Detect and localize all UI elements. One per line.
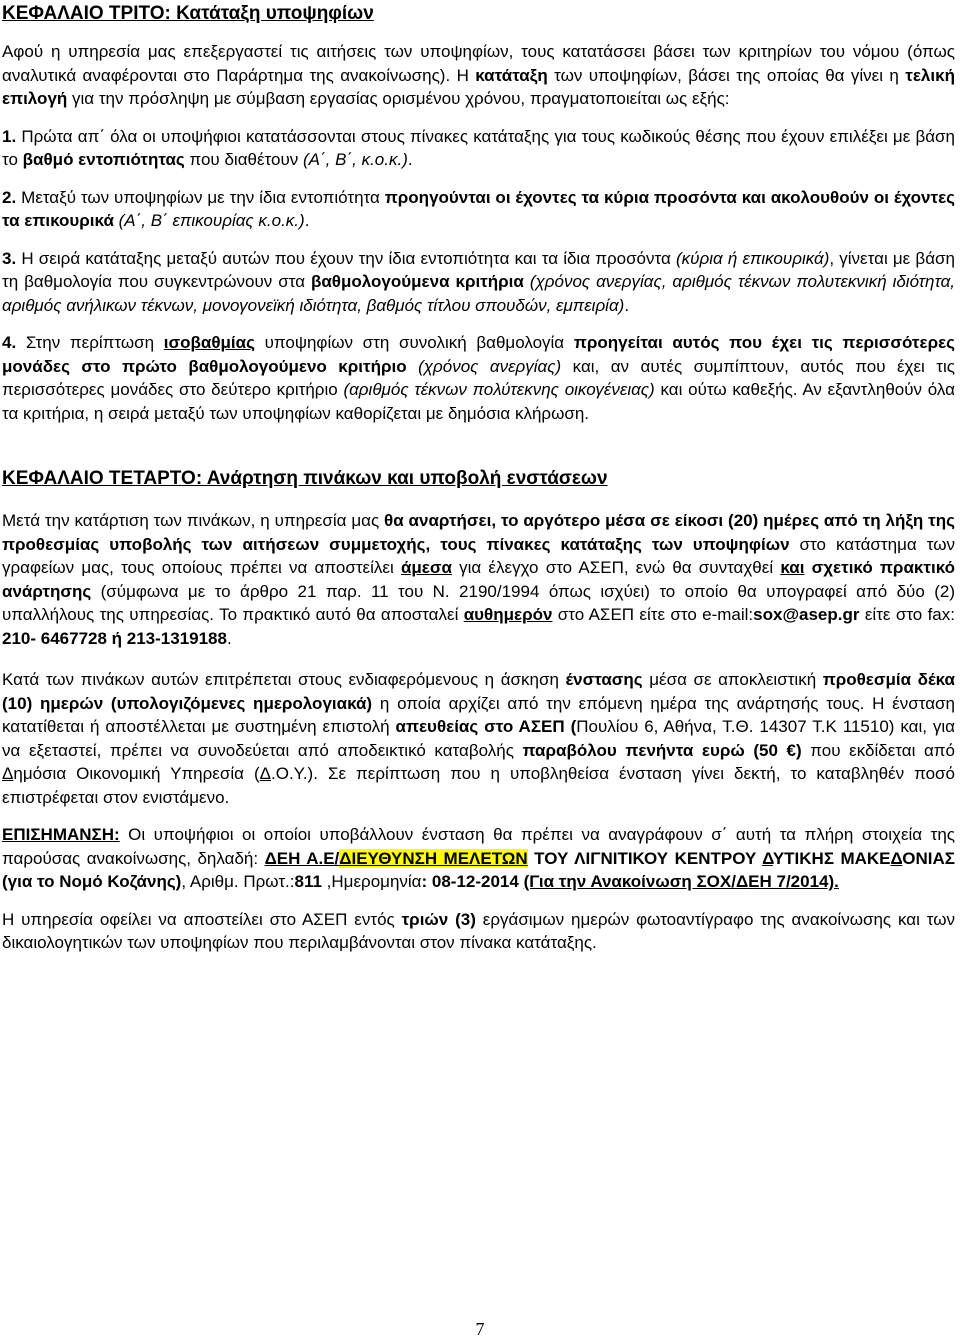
text-run: τριών (3) <box>401 909 476 929</box>
text-run: η οποία αρχίζει από την επόμενη ημέρα της ανάρτησής τους. Η ένσταση κατατίθεται ή αποστέλλεται με συστημένη επιστολή <box>2 693 955 736</box>
text-run: κατάταξη <box>475 65 548 85</box>
text-run: . <box>304 211 310 230</box>
text-run: Μετά την κατάρτιση των πινάκων, η υπηρεσία μας <box>2 511 385 530</box>
text-run <box>407 357 418 376</box>
text-run: απευθείας στο ΑΣΕΠ ( <box>395 717 577 736</box>
text-run: Πρώτα απ΄ όλα οι υποψήφιοι κατατάσσονται στους πίνακες κατάταξης για τους κωδικούς θέσης που έχουν επιλέξει με βάση το <box>2 126 955 169</box>
text-run: ημόσια Οικονομική Υπηρεσία ( <box>13 764 260 783</box>
text-run: (Α΄, Β΄ επικουρίας κ.ο.κ.) <box>118 211 305 230</box>
text-run: και, αν αυτές συμπίπτουν, αυτός που έχει τις περισσότερες μονάδες στο δεύτερο κριτήριο <box>2 356 955 399</box>
text-run: Η υπηρεσία οφείλει να αποστείλει στο ΑΣΕΠ εντός <box>2 909 402 929</box>
text-run: 4. <box>2 333 17 352</box>
text-run: άμεσα <box>400 558 452 577</box>
text-run: sox@asep.gr <box>753 605 860 624</box>
text-run: 811 <box>294 872 322 891</box>
text-run: Αφού η υπηρεσία μας επεξεργαστεί τις αιτήσεις των υποψηφίων, τους κατατάσσει βάσει των κριτηρίων του νόμου (όπως αναλυτικά αναφέρονται στο Παράρτημα της ανακοίνωσης). Η <box>2 42 955 85</box>
text-run: για έλεγχο στο ΑΣΕΠ, ενώ θα συνταχθεί <box>451 558 781 577</box>
chapter-3-heading: ΚΕΦΑΛΑΙΟ ΤΡΙΤΟ: Κατάταξη υποψηφίων <box>2 3 374 24</box>
page-number: 7 <box>475 1319 485 1339</box>
text-run: θα αναρτήσει, το αργότερο μέσα σε είκοσι (20) ημέρες από τη λήξη της προθεσμίας υποβολής των αιτήσεων συμμετοχής, τους πίνακες κατάταξης των υποψηφίων <box>2 511 955 554</box>
text-run: Δ <box>259 764 271 783</box>
text-run: που εκδίδεται από <box>801 740 955 760</box>
text-run: βαθμολογούμενα κριτήρια <box>310 272 524 291</box>
text-run: (χρόνος ανεργίας) <box>418 356 562 376</box>
text-run: σχετικό πρακτικό ανάρτησης <box>2 558 955 601</box>
text-run: 3. <box>2 248 17 268</box>
text-run: (αριθμός τέκνων πολύτεκνης οικογένειας) <box>343 380 655 399</box>
text-run: βαθμό εντοπιότητας <box>22 150 185 169</box>
text-run: που διαθέτουν <box>184 150 304 169</box>
objection-paragraph <box>2 668 955 809</box>
text-run: 2. <box>2 187 17 207</box>
ranking-rule-1 <box>2 125 955 172</box>
text-run: αυθημερόν <box>463 605 553 624</box>
text-run: . <box>407 150 413 169</box>
tables-posting-paragraph <box>2 509 955 650</box>
ranking-rule-4 <box>2 331 955 425</box>
text-run: (Α΄, Β΄, κ.ο.κ.) <box>303 150 408 169</box>
text-run: ΤΟΥ ΛΙΓΝΙΤΙΚΟΥ ΚΕΝΤΡΟΥ <box>527 848 763 868</box>
text-run: είτε στο fax: <box>859 605 955 624</box>
text-run: Οι υποψήφιοι οι οποίοι υποβάλλουν ένσταση θα πρέπει να αναγράφουν σ΄ αυτή τα πλήρη στοιχεία της παρούσας ανακοίνωσης, δηλαδή: <box>2 825 955 868</box>
text-run: ΕΗ 7/2014). <box>748 872 839 891</box>
text-run: : 08-12-2014 <box>421 872 524 891</box>
text-run: (Για την Ανακοίνωση ΣΟΧ/ <box>523 872 736 891</box>
text-run: και ούτω καθεξής. Αν εξαντληθούν όλα τα κριτήρια, η σειρά μεταξύ των υποψηφίων καθορίζεται με δημόσια κλήρωση. <box>2 380 955 423</box>
text-run: Κατά των πινάκων αυτών επιτρέπεται στους ενδιαφερόμενους η άσκηση <box>2 670 566 689</box>
text-run: ισοβαθμίας <box>163 333 255 352</box>
text-run: Πουλίου 6, Αθήνα, Τ.Θ. 14307 Τ.Κ 11510) και, για να εξεταστεί, πρέπει να συνοδεύεται από αποδεικτικό καταβολής <box>2 717 956 760</box>
text-run: και <box>780 558 805 577</box>
text-run: παραβόλου πενήντα ευρώ (50 €) <box>522 740 802 760</box>
ranking-rule-2 <box>2 186 955 233</box>
text-run: . <box>226 628 232 648</box>
text-run: προηγείται αυτός που έχει τις περισσότερες μονάδες στο πρώτο βαθμολογούμενο κριτήριο <box>2 333 956 376</box>
text-run: .Ο.Υ.). Σε περίπτωση που η υποβληθείσα ένσταση γίνει δεκτή, το καταβληθέν ποσό επιστρέφεται στον ενιστάμενο. <box>2 764 955 807</box>
text-run: τελική επιλογή <box>2 65 955 108</box>
chapter-4-heading: ΚΕΦΑΛΑΙΟ ΤΕΤΑΡΤΟ: Ανάρτηση πινάκων και υποβολή ενστάσεων <box>2 468 608 489</box>
text-run <box>804 558 811 577</box>
text-run: Στην περίπτωση <box>16 333 164 352</box>
text-run: των υποψηφίων, βάσει της οποίας θα γίνει η <box>547 65 906 85</box>
text-run: ,Ημερομηνία <box>321 872 422 891</box>
text-run: εργάσιμων ημερών φωτοαντίγραφο της ανακοίνωσης και των δικαιολογητικών των υποψηφίων που περιλαμβάνονται στον πίνακα κατάταξης. <box>2 909 955 952</box>
notice-paragraph <box>2 823 955 894</box>
text-run: (σύμφωνα με το άρθρο 21 παρ. 11 του Ν. 2190/1994 όπως ισχύει) το οποίο θα υπογραφεί από δύο (2) υπαλλήλους της υπηρεσίας. Το πρακτικό αυτό θα αποσταλεί <box>2 581 955 624</box>
text-run: 1. <box>2 126 17 146</box>
text-run: Δ <box>735 872 749 891</box>
text-run: Δ <box>762 848 773 868</box>
text-run: ΔΕΗ Α.Ε/ <box>264 848 340 868</box>
text-run: ΟΝΙΑΣ (για το Νομό Κοζάνης) <box>2 848 955 891</box>
text-run: (κύρια ή επικουρικά) <box>676 248 830 268</box>
text-run: Δ <box>2 764 14 783</box>
chapter-3-intro-paragraph <box>2 40 955 111</box>
text-run: για την πρόσληψη με σύμβαση εργασίας ορισμένου χρόνου, πραγματοποιείται ως εξής: <box>67 89 730 108</box>
text-run: προθεσμία δέκα (10) ημερών (υπολογιζόμενες ημερολογιακά) <box>2 670 955 713</box>
text-run: Η σειρά κατάταξης μεταξύ αυτών που έχουν την ίδια εντοπιότητα και τα ίδια προσόντα <box>16 248 676 268</box>
text-run: 210- 6467728 ή 213-1319188 <box>2 628 227 648</box>
ranking-rule-3 <box>2 247 955 318</box>
text-run: στο ΑΣΕΠ είτε στο e-mail: <box>552 605 754 624</box>
text-run: Μεταξύ των υποψηφίων με την ίδια εντοπιότητα <box>16 187 385 207</box>
text-run: (χρόνος ανεργίας, αριθμός τέκνων πολυτεκνική ιδιότητα, αριθμός ανήλικων τέκνων, μονογονεϊκή ιδιότητα, βαθμός τίτλου σπουδών, εμπειρία) <box>2 272 955 315</box>
text-run: , Αριθμ. Πρωτ.: <box>181 872 295 891</box>
text-run: στο κατάστημα των γραφείων μας, τους οποίους πρέπει να αποστείλει <box>2 534 955 577</box>
text-run: προηγούνται οι έχοντες τα κύρια προσόντα και ακολουθούν οι έχοντες τα επικουρικά <box>2 187 955 230</box>
text-run: μέσα σε αποκλειστική <box>642 670 823 689</box>
text-run: , γίνεται με βάση τη βαθμολογία που συγκεντρώνουν στα <box>2 248 955 291</box>
text-run: ένστασης <box>565 670 643 689</box>
submission-obligation-paragraph <box>2 908 955 955</box>
text-run: ΔΙΕΥΘΥΝΣΗ ΜΕΛΕΤΩΝ <box>339 848 528 868</box>
text-run: ΕΠΙΣΗΜΑΝΣΗ: <box>2 825 120 844</box>
text-run: Δ <box>890 848 903 868</box>
text-run: ΥΤΙΚΗΣ ΜΑΚΕ <box>772 848 891 868</box>
text-run: . <box>624 295 630 315</box>
text-run: υποψηφίων στη συνολική βαθμολογία <box>254 333 574 352</box>
